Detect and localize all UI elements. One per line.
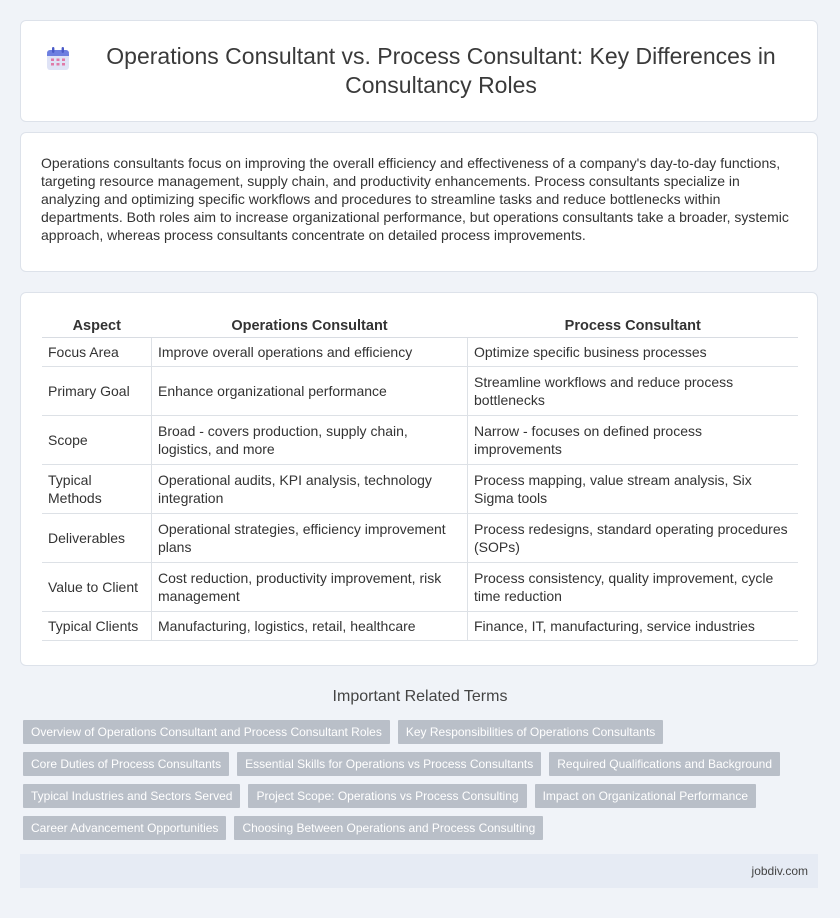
comparison-card bbox=[20, 292, 818, 666]
header-aspect: Aspect bbox=[42, 313, 152, 338]
table-cell: Manufacturing, logistics, retail, healthcare bbox=[152, 612, 468, 641]
table-cell: Deliverables bbox=[42, 514, 152, 563]
table-cell: Value to Client bbox=[42, 563, 152, 612]
table-cell: Typical Clients bbox=[42, 612, 152, 641]
related-term-tag[interactable]: Career Advancement Opportunities bbox=[23, 816, 226, 840]
header-operations: Operations Consultant bbox=[152, 313, 468, 338]
related-term-tag[interactable]: Impact on Organizational Performance bbox=[535, 784, 756, 808]
table-cell: Operational audits, KPI analysis, technology integration bbox=[152, 465, 468, 514]
header-process: Process Consultant bbox=[468, 313, 799, 338]
related-terms-title: Important Related Terms bbox=[332, 688, 508, 705]
related-term-tag[interactable]: Overview of Operations Consultant and Process Consultant Roles bbox=[23, 720, 390, 744]
footer-site-link[interactable]: jobdiv.com bbox=[751, 864, 808, 878]
calendar-icon bbox=[45, 46, 71, 72]
table-cell: Process consistency, quality improvement, cycle time reduction bbox=[468, 563, 799, 612]
related-term-tag[interactable]: Core Duties of Process Consultants bbox=[23, 752, 229, 776]
table-cell: Improve overall operations and efficiency bbox=[152, 338, 468, 367]
page-title: Operations Consultant vs. Process Consultant: Key Differences in Consultancy Roles bbox=[106, 43, 776, 98]
table-cell: Enhance organizational performance bbox=[152, 367, 468, 416]
table-cell: Typical Methods bbox=[42, 465, 152, 514]
table-row bbox=[42, 367, 798, 416]
table-row bbox=[42, 514, 798, 563]
related-term-tag[interactable]: Key Responsibilities of Operations Consultants bbox=[398, 720, 663, 744]
footer bbox=[20, 854, 818, 888]
table-cell: Finance, IT, manufacturing, service industries bbox=[468, 612, 799, 641]
table-cell: Cost reduction, productivity improvement, risk management bbox=[152, 563, 468, 612]
related-term-tag[interactable]: Typical Industries and Sectors Served bbox=[23, 784, 240, 808]
table-row bbox=[42, 612, 798, 641]
table-header-row bbox=[42, 313, 798, 338]
table-cell: Scope bbox=[42, 416, 152, 465]
table-row bbox=[42, 416, 798, 465]
intro-paragraph: Operations consultants focus on improving the overall efficiency and effectiveness of a company's day-to-day functions, targeting resource management, supply chain, and productivity enhancements. Process consultants specialize in analyzing and optimizing specific workflows and procedures to streamline tasks and reduce bottlenecks within departments. Both roles aim to increase organizational performance, but operations consultants take a broader, systemic approach, whereas process consultants concentrate on detailed process improvements. bbox=[41, 155, 789, 243]
table-cell: Process redesigns, standard operating procedures (SOPs) bbox=[468, 514, 799, 563]
related-term-tag[interactable]: Project Scope: Operations vs Process Consulting bbox=[248, 784, 526, 808]
related-term-tag[interactable]: Choosing Between Operations and Process Consulting bbox=[234, 816, 543, 840]
related-term-tag[interactable]: Essential Skills for Operations vs Process Consultants bbox=[237, 752, 541, 776]
related-terms-list bbox=[23, 720, 823, 848]
table-cell: Optimize specific business processes bbox=[468, 338, 799, 367]
comparison-table bbox=[42, 313, 798, 641]
table-cell: Streamline workflows and reduce process bottlenecks bbox=[468, 367, 799, 416]
table-cell: Operational strategies, efficiency improvement plans bbox=[152, 514, 468, 563]
table-row bbox=[42, 338, 798, 367]
table-cell: Narrow - focuses on defined process improvements bbox=[468, 416, 799, 465]
table-row bbox=[42, 563, 798, 612]
intro-card bbox=[20, 132, 818, 272]
table-row bbox=[42, 465, 798, 514]
table-cell: Process mapping, value stream analysis, Six Sigma tools bbox=[468, 465, 799, 514]
table-cell: Primary Goal bbox=[42, 367, 152, 416]
table-cell: Broad - covers production, supply chain, logistics, and more bbox=[152, 416, 468, 465]
header-card bbox=[20, 20, 818, 122]
table-cell: Focus Area bbox=[42, 338, 152, 367]
related-term-tag[interactable]: Required Qualifications and Background bbox=[549, 752, 780, 776]
